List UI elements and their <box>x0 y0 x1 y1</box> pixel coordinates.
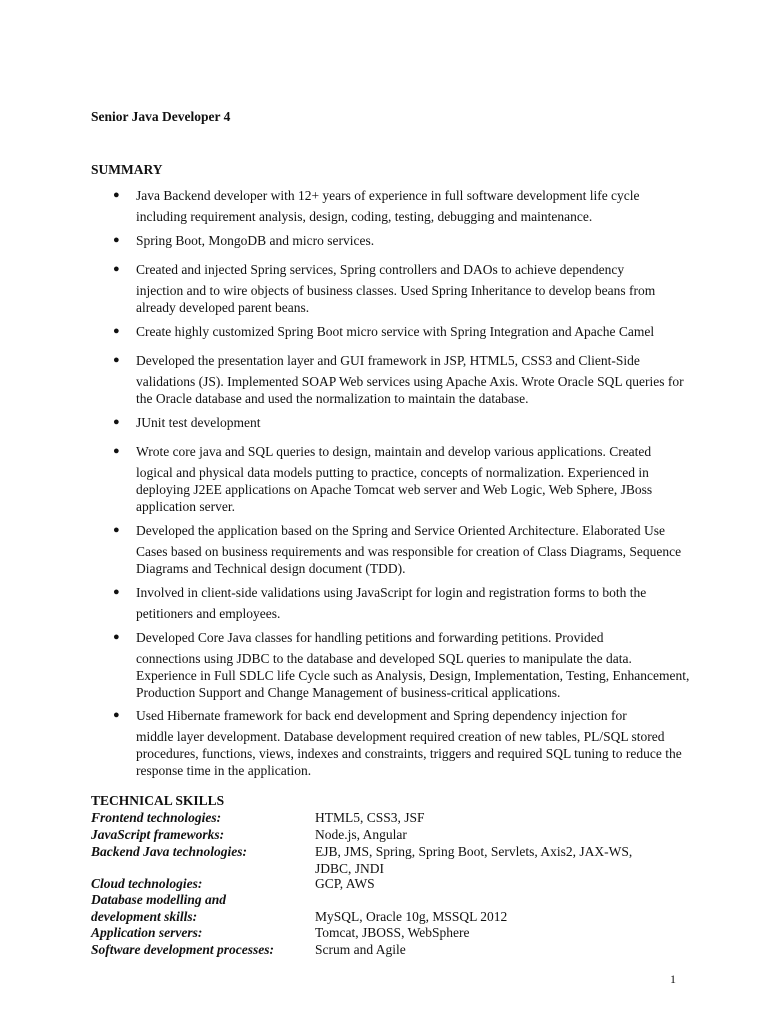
bullet-icon: ● <box>113 586 120 598</box>
skill-value: Node.js, Angular <box>315 827 407 842</box>
summary-item: ● Involved in client-side validations using JavaScript for login and registration forms to both the petitioners and employees. <box>113 585 647 621</box>
skill-value: Tomcat, JBOSS, WebSphere <box>315 925 470 940</box>
summary-item: ● Create highly customized Spring Boot micro service with Spring Integration and Apache Camel <box>113 324 655 339</box>
summary-item: ● JUnit test development <box>113 415 261 430</box>
summary-item: ● Created and injected Spring services, Spring controllers and DAOs to achieve dependency injection and to wire objects of business classes. Used Spring Inheritance to develop beans from already developed parent beans. <box>113 262 656 315</box>
summary-item: ● Spring Boot, MongoDB and micro services. <box>113 233 375 248</box>
bullet-icon: ● <box>113 354 120 366</box>
skill-label: Database modelling and development skills: <box>91 892 227 924</box>
skill-value: MySQL, Oracle 10g, MSSQL 2012 <box>315 909 508 924</box>
bullet-icon: ● <box>113 189 120 201</box>
summary-item: ● Developed the application based on the Spring and Service Oriented Architecture. Elaborated Use Cases based on business requirements and was responsible for creation of Class Diagrams, Sequence Diagrams and Technical design document (TDD). <box>113 523 682 576</box>
summary-item: ● Developed the presentation layer and GUI framework in JSP, HTML5, CSS3 and Client-Side validations (JS). Implemented SOAP Web services using Apache Axis. Wrote Oracle SQL queries for the Oracle database and used the normalization to maintain the database. <box>113 353 684 406</box>
bullet-icon: ● <box>113 416 120 428</box>
skill-label: Backend Java technologies: <box>91 844 247 859</box>
skill-value: HTML5, CSS3, JSF <box>315 810 425 825</box>
summary-heading: SUMMARY <box>91 162 163 177</box>
skill-label: JavaScript frameworks: <box>91 827 225 842</box>
summary-item: ● Java Backend developer with 12+ years of experience in full software development life cycle including requirement analysis, design, coding, testing, debugging and maintenance. <box>113 188 640 224</box>
bullet-icon: ● <box>113 524 120 536</box>
skill-label: Application servers: <box>91 925 203 940</box>
summary-item: ● Wrote core java and SQL queries to design, maintain and develop various applications. Created logical and physical data models putting to practice, concepts of normalization. Experienced in deploying J2EE applications on Apache Tomcat web server and Web Logic, Web Sphere, JBoss application server. <box>113 444 653 514</box>
summary-item: ● Developed Core Java classes for handling petitions and forwarding petitions. Provided connections using JDBC to the database and developed SQL queries to manipulate the data. Experience in Full SDLC life Cycle such as Analysis, Design, Implementation, Testing, Enhancement, Production Support and Change Management of business-critical applications. <box>113 630 690 700</box>
bullet-icon: ● <box>113 263 120 275</box>
skill-label: Software development processes: <box>91 942 274 957</box>
document-title: Senior Java Developer 4 <box>91 109 231 124</box>
skill-label: Cloud technologies: <box>91 876 203 891</box>
skill-value: EJB, JMS, Spring, Spring Boot, Servlets, Axis2, JAX-WS, JDBC, JNDI <box>315 844 633 876</box>
bullet-icon: ● <box>113 325 120 337</box>
bullet-icon: ● <box>113 445 120 457</box>
skill-value: GCP, AWS <box>315 876 375 891</box>
technical-skills-heading: TECHNICAL SKILLS <box>91 793 225 808</box>
skill-label: Frontend technologies: <box>91 810 222 825</box>
skill-value: Scrum and Agile <box>315 942 406 957</box>
bullet-icon: ● <box>113 709 120 721</box>
bullet-icon: ● <box>113 631 120 643</box>
bullet-icon: ● <box>113 234 120 246</box>
summary-item: ● Used Hibernate framework for back end development and Spring dependency injection for middle layer development. Database development required creation of new tables, PL/SQL stored procedures, functions, views, indexes and constraints, triggers and required SQL tuning to reduce the response time in the application. <box>113 708 682 778</box>
page-number: 1 <box>670 972 676 986</box>
